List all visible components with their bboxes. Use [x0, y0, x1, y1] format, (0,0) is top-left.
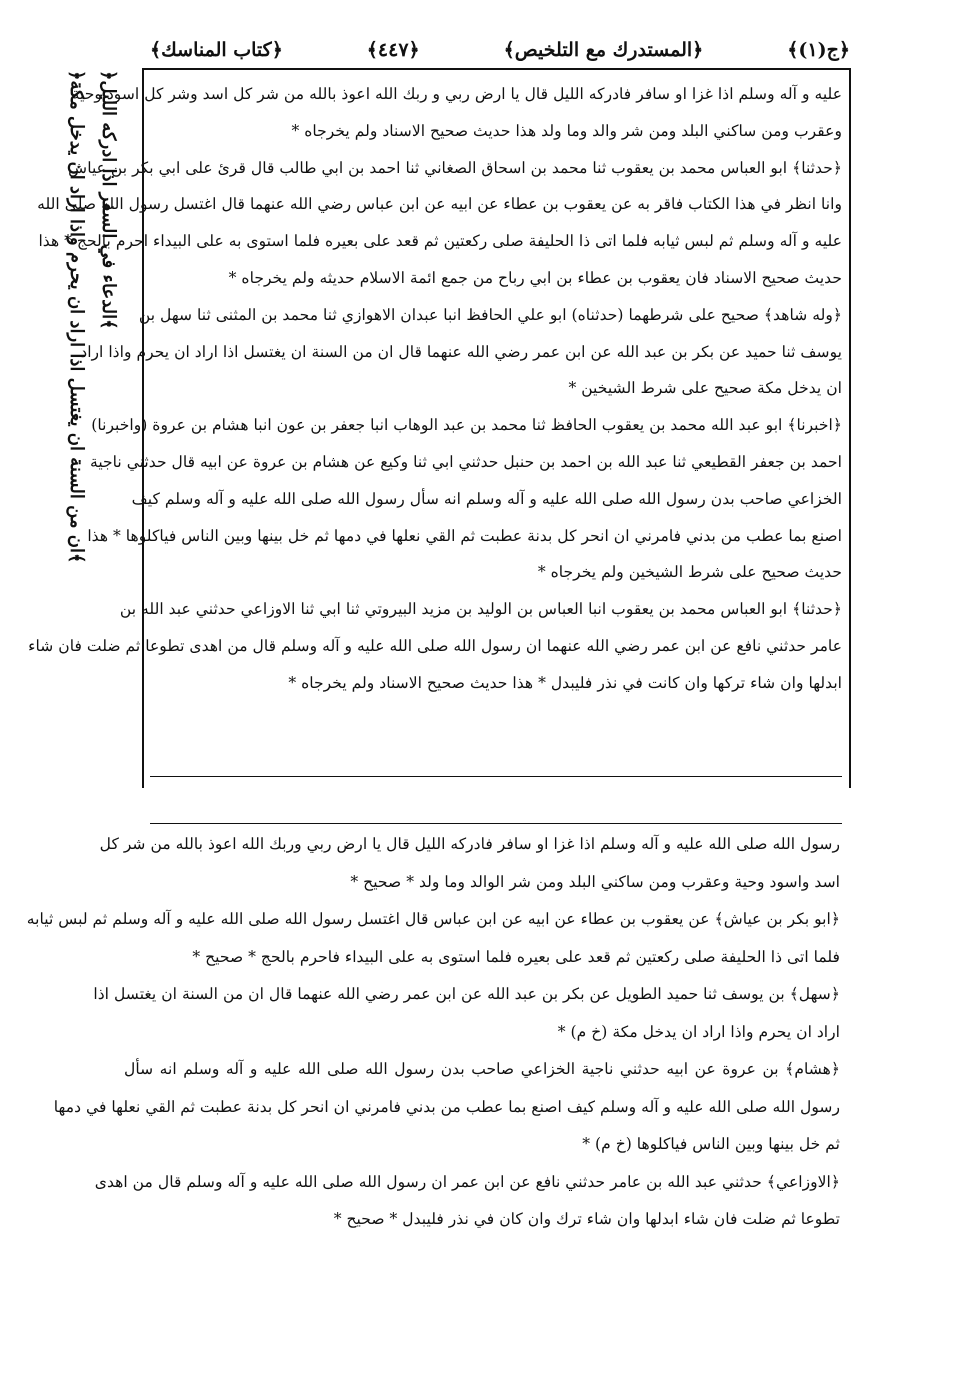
text-line: عليه و آله وسلم ثم لبس ثيابه فلما اتى ذا الحليفة صلى ركعتين ثم قعد على بعيره فلما استوى به على البيداء احرم بالحج * هذا	[38, 232, 842, 251]
text-line: عليه و آله وسلم اذا غزا او سافر فادركه الليل قال يا ارض ربي و ربك الله اعوذ بالله من شر كل اسد وشر كل اسود وحية	[71, 85, 842, 103]
talkhis-line: تطوعا ثم ضلت فان شاء ابدلها وان شاء ترك وان كان في نذر فليبدل * صحيح *	[333, 1210, 840, 1228]
text-line: ﴿حدثنا﴾ ابو العباس محمد بن يعقوب ثنا محمد بن اسحاق الصغاني ثنا احمد بن ابي طالب قال قرئ على ابي بكر بن عياش	[68, 158, 842, 177]
volume-label: ﴿ج(١)﴾	[787, 39, 850, 61]
text-line: ﴿اخبرنا﴾ ابو عبد الله محمد بن يعقوب الحافظ ثنا محمد بن عبد الوهاب انبا جعفر بن عون انبا هشام بن عروة (واخبرنا)	[91, 416, 842, 435]
text-line: ان يدخل مكة صحيح على شرط الشيخين *	[568, 379, 842, 398]
talkhis-line: رسول الله صلى الله عليه و آله وسلم اذا غزا او سافر فادركه الليل قال يا ارض ربي وربك الله اعوذ بالله من شر كل	[99, 835, 840, 853]
text-line: وانا انظر في هذا الكتاب فاقر به عن يعقوب بن عطاء عن ابيه عن ابن عباس رضي الله عنهما قال اغتسل رسول الله صلى الله	[37, 195, 842, 214]
talkhis-line: ﴿ابو بكر بن عياش﴾ عن يعقوب بن عطاء عن ابيه عن ابن عباس قال اغتسل رسول الله صلى الله عليه و آله وسلم ثم لبس ثيابه	[26, 910, 840, 928]
talkhis-line: ثم خل بينها وبين الناس فياكلوها (خ م) *	[582, 1135, 840, 1153]
text-line: وعقرب ومن ساكني البلد ومن شر والد وما ولد هذا حديث صحيح الاسناد ولم يخرجاه *	[291, 121, 842, 140]
text-line: عامر حدثني نافع عن ابن عمر رضي الله عنهما ان رسول الله صلى الله عليه و آله وسلم قال من اهدى تطوعا ثم ضلت فان شاء	[28, 636, 842, 655]
chapter-title: ﴿كتاب المناسك﴾	[150, 39, 283, 61]
talkhis-text	[26, 826, 840, 1239]
talkhis-line: ﴿هشام﴾ بن عروة عن ابيه حدثني ناجية الخزاعي صاحب بدن رسول الله صلى الله عليه و آله وسلم انه سأل	[124, 1060, 840, 1078]
text-line: يوسف ثنا حميد عن بكر بن عبد الله عن ابن عمر رضي الله عنهما قال ان من السنة ان يغتسل اذا اراد ان يحرم واذا اراد	[80, 342, 842, 361]
text-line: الخزاعي صاحب بدن رسول الله صلى الله عليه و آله وسلم انه سأل رسول الله صلى الله عليه و آله وسلم كيف	[131, 489, 842, 508]
text-line: ابدلها وان شاء تركها وان كانت في نذر فليبدل * هذا حديث صحيح الاسناد ولم يخرجاه *	[288, 673, 842, 692]
text-line: ﴿وله شاهد﴾ صحيح على شرطهما (حدثناه) ابو علي الحافظ انبا عبدان الاهوازي ثنا محمد بن المثنى ثنا سهل بن	[138, 305, 842, 324]
text-line: حديث صحيح الاسناد فان يعقوب بن عطاء بن ابي رباح من جمع ائمة الاسلام حديثه ولم يخرجاه *	[228, 268, 842, 287]
margin-title-prayer: ﴿الدعاء في السفر اذا ادركه الليل﴾	[98, 70, 119, 330]
text-line: ﴿حدثنا﴾ ابو العباس محمد بن يعقوب انبا العباس بن الوليد بن مزيد البيروتي ثنا ابي ثنا الاوزاعي حدثني عبد الله بن	[119, 600, 842, 619]
page-header	[150, 30, 850, 70]
talkhis-line: فلما اتى ذا الحليفة صلى ركعتين ثم قعد على بعيره فلما استوى به على البيداء فاحرم بالحج * صحيح *	[192, 947, 840, 966]
text-line: اصنع بما عطب من بدني فامرني ان انحر كل بدنة عطبت ثم القي نعلها في دمها ثم خل بينها وبين الناس فياكلوها * هذا	[87, 526, 842, 545]
page-number: ﴿٤٤٧﴾	[366, 39, 420, 61]
talkhis-line: اراد ان يحرم واذا اراد ان يدخل مكة (خ م) *	[557, 1022, 840, 1041]
margin-title-ghusl: ﴿ان من السنة ان يغتسل اذا اراد ان يحرم واذا اراد ان يدخل مكة﴾	[66, 70, 87, 564]
talkhis-line: اسد واسود وحية وعقرب ومن ساكني البلد ومن شر الوالد وما ولد * صحيح *	[350, 872, 840, 891]
talkhis-line: رسول الله صلى الله عليه و آله وسلم كيف اصنع بما عطب من بدني فامرني ان انحر كل بدنة عطبت ثم القي نعلها في دمها	[53, 1097, 840, 1116]
book-title: ﴿المستدرك مع التلخيص﴾	[503, 39, 704, 61]
talkhis-line: ﴿الاوزاعي﴾ حدثني عبد الله بن عامر حدثني نافع عن ابن عمر ان رسول الله صلى الله عليه و آله وسلم قال من اهدى	[94, 1172, 840, 1191]
talkhis-line: ﴿سهل﴾ بن يوسف ثنا حميد الطويل عن بكر بن عبد الله عن ابن عمر رضي الله عنهما قال ان من السنة ان يغتسل اذا	[93, 985, 840, 1003]
divider-line	[150, 776, 842, 777]
talkhis-top-rule	[150, 823, 842, 824]
text-line: احمد بن جعفر القطيعي ثنا عبد الله بن احمد بن حنبل حدثني ابي ثنا وكيع عن هشام بن عروة عن ابيه قال حدثني ناجية	[89, 452, 842, 471]
text-line: حديث صحيح على شرط الشيخين ولم يخرجاه *	[537, 563, 842, 582]
